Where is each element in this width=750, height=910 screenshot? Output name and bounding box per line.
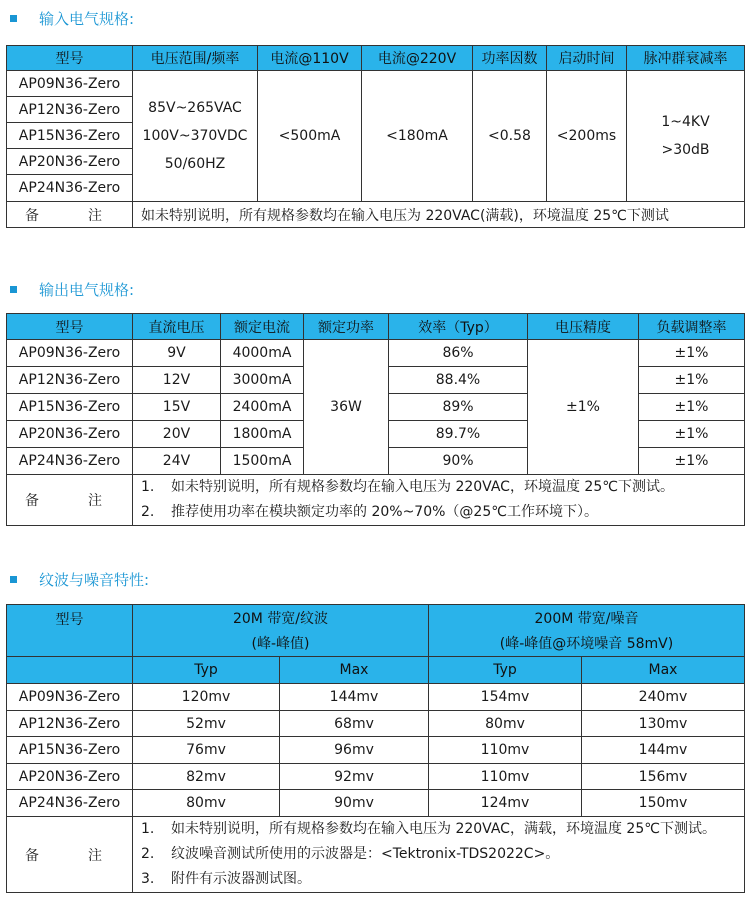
voltage-cell: 20V <box>133 421 221 448</box>
load-regulation-cell: ±1% <box>639 448 745 475</box>
model-cell: AP15N36-Zero <box>7 737 133 764</box>
header-cell: 电压精度 <box>528 314 639 340</box>
header-cell: 电流@220V <box>362 46 473 71</box>
note-label-cell: 备 注 <box>7 475 133 526</box>
header-cell: 脉冲群衰减率 <box>627 46 745 71</box>
ripple-typ-cell: 82mv <box>133 764 280 790</box>
section-title-output: 输出电气规格: <box>10 279 134 299</box>
current-cell: 1500mA <box>221 448 304 475</box>
header-cell: (峰-峰值@环境噪音 58mV) <box>429 631 745 657</box>
input-spec-table <box>6 45 745 228</box>
model-cell: AP20N36-Zero <box>7 764 133 790</box>
load-regulation-cell: ±1% <box>639 340 745 367</box>
model-cell: AP09N36-Zero <box>7 71 133 97</box>
header-cell: 额定功率 <box>304 314 389 340</box>
burst-cell: 1~4KV >30dB <box>627 71 745 202</box>
current-cell: 3000mA <box>221 367 304 394</box>
noise-max-cell: 156mv <box>582 764 745 790</box>
header-cell: 型号 <box>7 46 133 71</box>
efficiency-cell: 90% <box>389 448 528 475</box>
output-spec-table <box>6 313 745 526</box>
table-subheader-row <box>7 657 745 684</box>
ripple-typ-cell: 76mv <box>133 737 280 764</box>
header-cell: Max <box>280 657 429 684</box>
header-cell: Typ <box>133 657 280 684</box>
square-bullet-icon <box>10 286 17 293</box>
header-cell: (峰-峰值) <box>133 631 429 657</box>
header-cell: 功率因数 <box>473 46 547 71</box>
header-cell: 电压范围/频率 <box>133 46 258 71</box>
note-text <box>133 817 745 893</box>
voltage-cell: 15V <box>133 394 221 421</box>
header-cell: 型号 <box>7 314 133 340</box>
note-label-cell: 备 注 <box>7 202 133 228</box>
note-row <box>7 475 745 526</box>
note-line: 1. 如未特别说明，所有规格参数均在输入电压为 220VAC，满载，环境温度 25℃下测试。 <box>141 821 716 837</box>
ripple-noise-table <box>6 604 745 893</box>
efficiency-cell: 88.4% <box>389 367 528 394</box>
model-cell: AP12N36-Zero <box>7 97 133 123</box>
note-text: 如未特别说明，所有规格参数均在输入电压为 220VAC(满载)，环境温度 25℃下测试 <box>133 202 745 228</box>
model-cell: AP20N36-Zero <box>7 421 133 448</box>
current-cell: 1800mA <box>221 421 304 448</box>
note-line: 1. 如未特别说明，所有规格参数均在输入电压为 220VAC，环境温度 25℃下测试。 <box>141 479 674 495</box>
rated-power-cell: 36W <box>304 340 389 475</box>
startup-time-cell: <200ms <box>547 71 627 202</box>
header-cell: 电流@110V <box>258 46 362 71</box>
current-cell: 4000mA <box>221 340 304 367</box>
model-cell: AP24N36-Zero <box>7 448 133 475</box>
ripple-max-cell: 144mv <box>280 684 429 711</box>
table-row <box>7 764 745 790</box>
model-cell: AP20N36-Zero <box>7 149 133 175</box>
noise-typ-cell: 110mv <box>429 737 582 764</box>
voltage-cell: 12V <box>133 367 221 394</box>
section-title-input: 输入电气规格: <box>10 8 134 28</box>
model-cell: AP15N36-Zero <box>7 394 133 421</box>
model-cell: AP24N36-Zero <box>7 790 133 817</box>
table-row <box>7 684 745 711</box>
header-cell: 负载调整率 <box>639 314 745 340</box>
header-cell <box>7 657 133 684</box>
ripple-typ-cell: 52mv <box>133 711 280 737</box>
noise-typ-cell: 110mv <box>429 764 582 790</box>
square-bullet-icon <box>10 15 17 22</box>
table-row <box>7 71 745 97</box>
table-row <box>7 790 745 817</box>
voltage-cell: 24V <box>133 448 221 475</box>
note-label-cell: 备 注 <box>7 817 133 893</box>
header-cell: 效率（Typ） <box>389 314 528 340</box>
efficiency-cell: 86% <box>389 340 528 367</box>
header-cell: Max <box>582 657 745 684</box>
header-cell: 200M 带宽/噪音 <box>429 605 745 631</box>
table-row <box>7 340 745 367</box>
table-row <box>7 711 745 737</box>
table-header-row <box>7 605 745 631</box>
note-row <box>7 202 745 228</box>
ripple-typ-cell: 120mv <box>133 684 280 711</box>
model-cell: AP15N36-Zero <box>7 123 133 149</box>
table-header-row <box>7 314 745 340</box>
header-cell: 直流电压 <box>133 314 221 340</box>
table-row <box>7 737 745 764</box>
noise-max-cell: 240mv <box>582 684 745 711</box>
model-cell: AP09N36-Zero <box>7 684 133 711</box>
noise-max-cell: 130mv <box>582 711 745 737</box>
power-factor-cell: <0.58 <box>473 71 547 202</box>
current-cell: 2400mA <box>221 394 304 421</box>
ripple-max-cell: 68mv <box>280 711 429 737</box>
load-regulation-cell: ±1% <box>639 394 745 421</box>
header-cell: 启动时间 <box>547 46 627 71</box>
header-cell: 20M 带宽/纹波 <box>133 605 429 631</box>
ripple-max-cell: 90mv <box>280 790 429 817</box>
note-line: 3. 附件有示波器测试图。 <box>141 871 311 887</box>
header-cell: Typ <box>429 657 582 684</box>
note-text <box>133 475 745 526</box>
note-line: 2. 推荐使用功率在模块额定功率的 20%~70%（@25℃工作环境下）。 <box>141 504 598 520</box>
noise-typ-cell: 124mv <box>429 790 582 817</box>
model-cell: AP12N36-Zero <box>7 367 133 394</box>
header-cell: 型号 <box>7 605 133 657</box>
note-row <box>7 817 745 893</box>
noise-typ-cell: 154mv <box>429 684 582 711</box>
voltage-cell: 9V <box>133 340 221 367</box>
current-220-cell: <180mA <box>362 71 473 202</box>
model-cell: AP12N36-Zero <box>7 711 133 737</box>
voltage-accuracy-cell: ±1% <box>528 340 639 475</box>
note-line: 2. 纹波噪音测试所使用的示波器是：<Tektronix-TDS2022C>。 <box>141 846 560 862</box>
current-110-cell: <500mA <box>258 71 362 202</box>
section-title-ripple: 纹波与噪音特性: <box>10 569 149 589</box>
efficiency-cell: 89% <box>389 394 528 421</box>
ripple-typ-cell: 80mv <box>133 790 280 817</box>
square-bullet-icon <box>10 576 17 583</box>
voltage-range-cell: 85V~265VAC 100V~370VDC 50/60HZ <box>133 71 258 202</box>
ripple-max-cell: 96mv <box>280 737 429 764</box>
table-header-row <box>7 46 745 71</box>
header-cell: 额定电流 <box>221 314 304 340</box>
ripple-max-cell: 92mv <box>280 764 429 790</box>
load-regulation-cell: ±1% <box>639 421 745 448</box>
model-cell: AP09N36-Zero <box>7 340 133 367</box>
load-regulation-cell: ±1% <box>639 367 745 394</box>
noise-max-cell: 150mv <box>582 790 745 817</box>
noise-typ-cell: 80mv <box>429 711 582 737</box>
noise-max-cell: 144mv <box>582 737 745 764</box>
model-cell: AP24N36-Zero <box>7 175 133 202</box>
efficiency-cell: 89.7% <box>389 421 528 448</box>
